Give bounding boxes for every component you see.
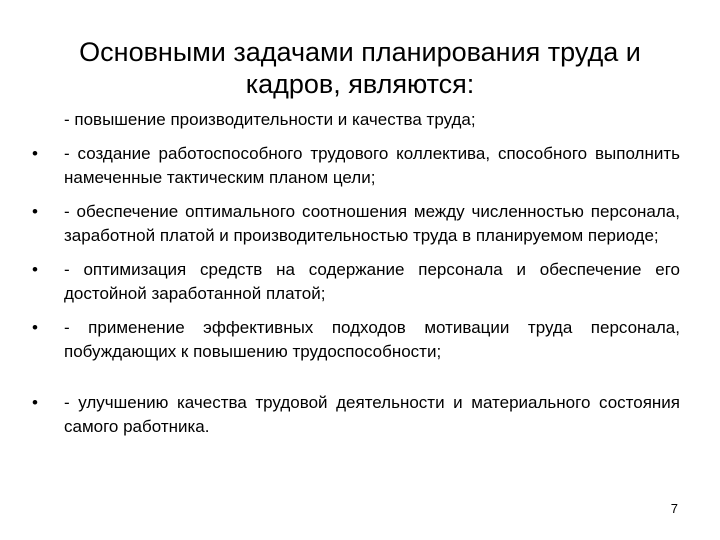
page-number: 7 bbox=[670, 501, 678, 516]
list-item-text: - повышение производительности и качества труда; bbox=[64, 110, 476, 129]
list-item-text: • - оптимизация средств на содержание персонала и обеспечение его достойной заработанной платой; bbox=[64, 259, 680, 303]
list-item-optimization bbox=[30, 258, 680, 307]
slide-title: Основными задачами планирования труда и кадров, являются: bbox=[79, 37, 641, 99]
list-item-text: • - обеспечение оптимального соотношения между численностью персонала, заработной платой и производительностью труда в планируемом периоде; bbox=[64, 201, 680, 245]
list-item-team bbox=[30, 142, 680, 191]
list-item-quality bbox=[30, 391, 680, 440]
list-item-motivation bbox=[30, 316, 680, 365]
list-item-text: • - улучшению качества трудовой деятельности и материального состояния самого работника. bbox=[64, 392, 680, 436]
list-item-productivity bbox=[30, 108, 680, 133]
list-item-text: • - применение эффективных подходов мотивации труда персонала, побуждающих к повышению трудоспособности; bbox=[64, 317, 680, 361]
list-item-ratio bbox=[30, 200, 680, 249]
content-list bbox=[30, 108, 680, 440]
list-item-text: • - создание работоспособного трудового коллектива, способного выполнить намеченные тактическим планом цели; bbox=[64, 143, 680, 187]
